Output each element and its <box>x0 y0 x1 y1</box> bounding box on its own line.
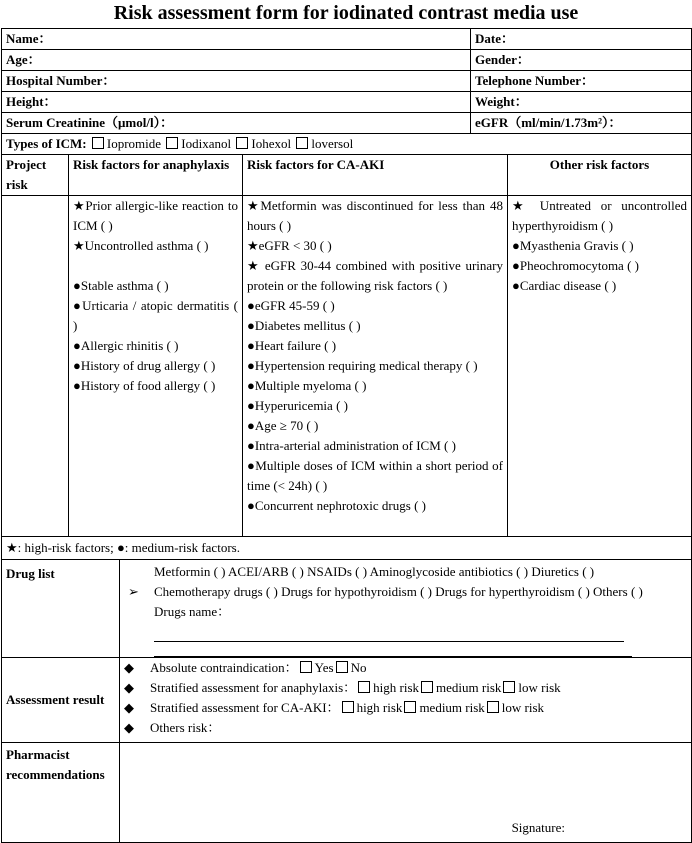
checkbox-anaphylaxis-medium[interactable] <box>421 681 433 693</box>
checkbox-yes[interactable] <box>300 661 312 673</box>
assessment-result-label: Assessment result <box>2 658 120 743</box>
list-item[interactable]: ★ Untreated or uncontrolled hyperthyroidism ( ) <box>512 198 687 233</box>
list-item[interactable]: ●Hypertension requiring medical therapy ( ) <box>247 358 478 373</box>
other-risk-list <box>508 196 692 537</box>
list-item[interactable]: ●Pheochromocytoma ( ) <box>512 258 639 273</box>
legend: ★: high-risk factors; ●: medium-risk factors. <box>2 537 692 560</box>
drugs-name-input-2[interactable] <box>154 642 632 657</box>
drug-list-cell <box>120 560 692 658</box>
option-label: low risk <box>501 700 545 715</box>
assessment-table <box>1 559 692 843</box>
list-item[interactable]: ●eGFR 45-59 ( ) <box>247 298 335 313</box>
drug-list-label: Drug list <box>2 560 120 658</box>
anaphylaxis-assessment-label: Stratified assessment for anaphylaxis： <box>150 680 357 695</box>
checkbox-caaki-medium[interactable] <box>404 701 416 713</box>
risk-factors-table <box>1 154 692 560</box>
gender-field[interactable]: Gender： <box>471 50 692 71</box>
diamond-bullet-icon: ◆ <box>124 660 134 675</box>
option-label: medium risk <box>436 680 502 695</box>
list-item[interactable]: ●Concurrent nephrotoxic drugs ( ) <box>247 498 426 513</box>
list-spacer <box>73 256 238 276</box>
list-item[interactable]: ●Heart failure ( ) <box>247 338 337 353</box>
list-item[interactable]: ●Multiple doses of ICM within a short period of time (< 24h) ( ) <box>247 458 503 493</box>
list-item[interactable]: ●History of drug allergy ( ) <box>73 358 216 373</box>
caaki-list <box>243 196 508 537</box>
option-label: Yes <box>314 660 334 675</box>
list-item[interactable]: ★ eGFR 30-44 combined with positive urinary protein or the following risk factors ( ) <box>247 258 503 293</box>
checkbox-iodixanol[interactable] <box>166 137 178 149</box>
list-item[interactable]: ●Hyperuricemia ( ) <box>247 398 348 413</box>
list-item[interactable]: ●Stable asthma ( ) <box>73 278 169 293</box>
list-item[interactable]: ●Intra-arterial administration of ICM ( ) <box>247 438 456 453</box>
header-project-risk: Project risk <box>2 155 69 196</box>
name-field[interactable]: Name： <box>2 29 471 50</box>
caaki-assessment-label: Stratified assessment for CA-AKI： <box>150 700 340 715</box>
list-item[interactable]: ★Prior allergic-like reaction to ICM ( ) <box>73 198 238 233</box>
list-item[interactable]: ●Myasthenia Gravis ( ) <box>512 238 634 253</box>
option-label: medium risk <box>419 700 485 715</box>
checkbox-iopromide[interactable] <box>92 137 104 149</box>
icm-option: Iodixanol <box>181 136 232 151</box>
drug-list-line1[interactable]: Metformin ( ) ACEI/ARB ( ) NSAIDs ( ) Aminoglycoside antibiotics ( ) Diuretics ( ) <box>154 564 595 579</box>
icm-option: loversol <box>311 136 354 151</box>
pharmacist-recommendations-area[interactable] <box>120 743 692 843</box>
checkbox-no[interactable] <box>336 661 348 673</box>
height-field[interactable]: Height： <box>2 92 471 113</box>
list-item[interactable]: ●Urticaria / atopic dermatitis ( ) <box>73 298 238 333</box>
arrow-bullet-icon: ➢ <box>128 584 139 599</box>
header-other-risk: Other risk factors <box>508 155 692 196</box>
anaphylaxis-list <box>69 196 243 537</box>
list-item[interactable]: ★eGFR < 30 ( ) <box>247 238 332 253</box>
diamond-bullet-icon: ◆ <box>124 720 134 735</box>
form-title: Risk assessment form for iodinated contrast media use <box>113 2 579 24</box>
weight-field[interactable]: Weight： <box>471 92 692 113</box>
telephone-field[interactable]: Telephone Number： <box>471 71 692 92</box>
list-item[interactable]: ●Age ≥ 70 ( ) <box>247 418 319 433</box>
list-item[interactable]: ●History of food allergy ( ) <box>73 378 216 393</box>
signature-label: Signature: <box>511 820 565 835</box>
icm-label: Types of ICM: <box>6 136 87 151</box>
others-risk-label[interactable]: Others risk： <box>150 720 221 735</box>
header-anaphylaxis: Risk factors for anaphylaxis <box>69 155 243 196</box>
diamond-bullet-icon: ◆ <box>124 680 134 695</box>
option-label: low risk <box>518 680 561 695</box>
icm-option: Iopromide <box>106 136 162 151</box>
icm-types-row <box>2 134 692 155</box>
list-item[interactable]: ●Multiple myeloma ( ) <box>247 378 367 393</box>
icm-option: Iohexol <box>251 136 292 151</box>
absolute-contraindication-label: Absolute contraindication： <box>150 660 298 675</box>
patient-info-table <box>1 28 692 155</box>
drugs-name-input[interactable] <box>154 627 624 642</box>
age-field[interactable]: Age： <box>2 50 471 71</box>
option-label: No <box>350 660 367 675</box>
drug-list-line2[interactable]: Chemotherapy drugs ( ) Drugs for hypothyroidism ( ) Drugs for hyperthyroidism ( ) Others ( ) <box>154 584 643 599</box>
list-item[interactable]: ●Cardiac disease ( ) <box>512 278 617 293</box>
hospital-number-field[interactable]: Hospital Number： <box>2 71 471 92</box>
serum-creatinine-field[interactable]: Serum Creatinine（μmol/l）： <box>2 113 471 134</box>
egfr-field[interactable]: eGFR（ml/min/1.73m²）： <box>471 113 692 134</box>
list-item[interactable]: ●Allergic rhinitis ( ) <box>73 338 179 353</box>
checkbox-anaphylaxis-high[interactable] <box>358 681 370 693</box>
assessment-cell <box>120 658 692 743</box>
list-item[interactable]: ★Uncontrolled asthma ( ) <box>73 238 209 253</box>
checkbox-iohexol[interactable] <box>236 137 248 149</box>
checkbox-ioversol[interactable] <box>296 137 308 149</box>
pharmacist-label: Pharmacist recommendations <box>2 743 120 843</box>
project-risk-cell <box>2 196 69 537</box>
date-field[interactable]: Date： <box>471 29 692 50</box>
option-label: high risk <box>373 680 420 695</box>
drugs-name-label: Drugs name： <box>154 604 231 619</box>
diamond-bullet-icon: ◆ <box>124 700 134 715</box>
checkbox-caaki-high[interactable] <box>342 701 354 713</box>
list-item[interactable]: ●Diabetes mellitus ( ) <box>247 318 361 333</box>
checkbox-anaphylaxis-low[interactable] <box>503 681 515 693</box>
header-caaki: Risk factors for CA-AKI <box>243 155 508 196</box>
option-label: high risk <box>356 700 403 715</box>
checkbox-caaki-low[interactable] <box>487 701 499 713</box>
list-item[interactable]: ★Metformin was discontinued for less than 48 hours ( ) <box>247 198 503 233</box>
